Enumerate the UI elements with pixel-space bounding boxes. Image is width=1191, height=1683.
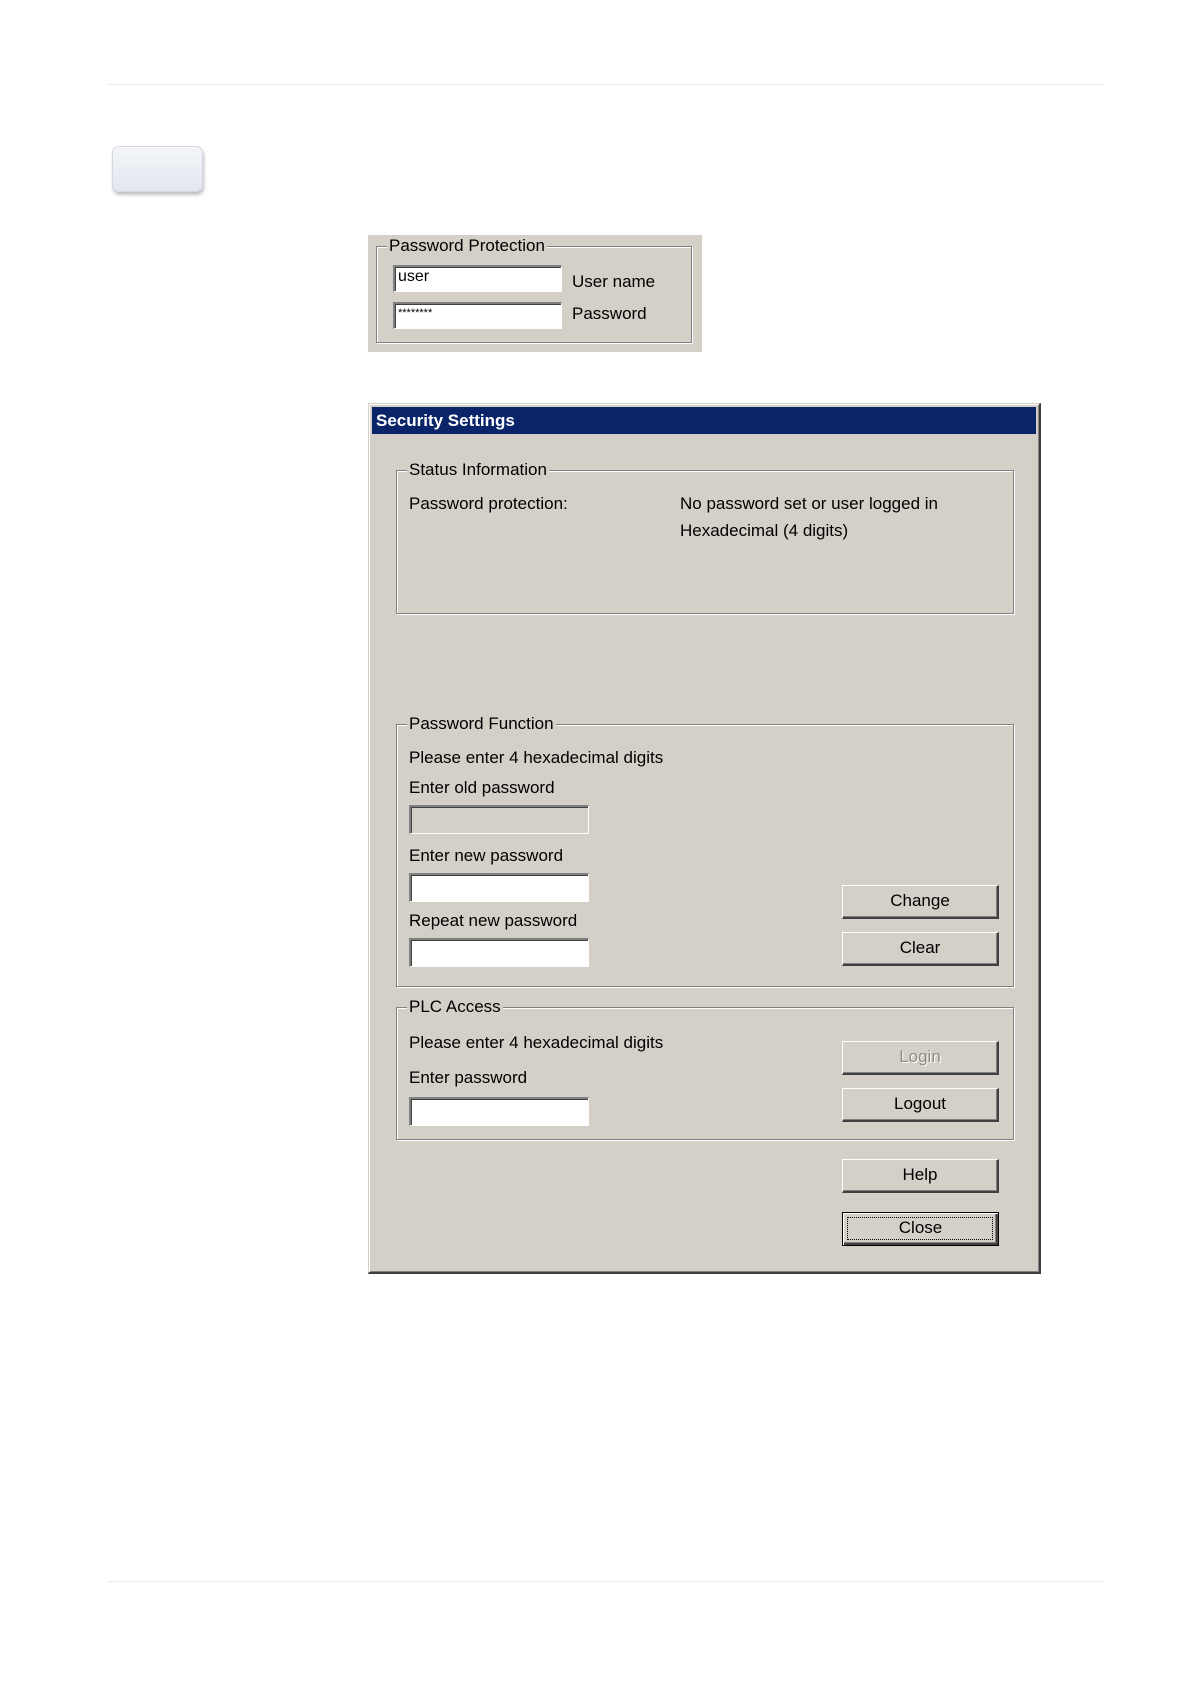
repeat-password-input[interactable] — [409, 938, 589, 967]
plc-password-label: Enter password — [409, 1068, 528, 1087]
status-value-line1: No password set or user logged in — [680, 494, 938, 513]
group-title: PLC Access — [409, 997, 501, 1016]
focus-ring — [847, 1217, 993, 1240]
status-information-group — [396, 460, 1014, 614]
status-value-line2: Hexadecimal (4 digits) — [680, 521, 849, 540]
change-button[interactable]: Change — [842, 885, 999, 919]
section-tab-chip — [112, 146, 203, 192]
close-button[interactable] — [842, 1212, 999, 1246]
group-title: Status Information — [409, 460, 547, 479]
new-password-input[interactable] — [409, 873, 589, 902]
username-label: User name — [572, 272, 656, 291]
username-input[interactable]: user — [393, 265, 562, 292]
login-button[interactable]: Login — [842, 1041, 999, 1075]
help-button[interactable]: Help — [842, 1159, 999, 1193]
password-label: Password — [572, 304, 647, 323]
password-input[interactable]: ******** — [393, 302, 562, 329]
logout-button[interactable]: Logout — [842, 1088, 999, 1122]
header-rule — [108, 84, 1105, 85]
plc-access-hint: Please enter 4 hexadecimal digits — [409, 1033, 664, 1052]
dialog-title: Security Settings — [372, 407, 1036, 434]
old-password-input — [409, 805, 589, 834]
group-title: Password Function — [409, 714, 554, 733]
new-password-label: Enter new password — [409, 846, 564, 865]
password-protection-status-label: Password protection: — [409, 494, 568, 513]
clear-button[interactable]: Clear — [842, 932, 999, 966]
old-password-label: Enter old password — [409, 778, 555, 797]
close-button-label: Close — [898, 1218, 943, 1237]
footer-rule — [108, 1581, 1105, 1582]
password-function-hint: Please enter 4 hexadecimal digits — [409, 748, 664, 767]
repeat-password-label: Repeat new password — [409, 911, 578, 930]
security-settings-dialog — [368, 403, 1041, 1274]
plc-password-input[interactable] — [409, 1097, 589, 1126]
password-protection-panel — [368, 235, 702, 352]
group-title: Password Protection — [389, 236, 545, 255]
